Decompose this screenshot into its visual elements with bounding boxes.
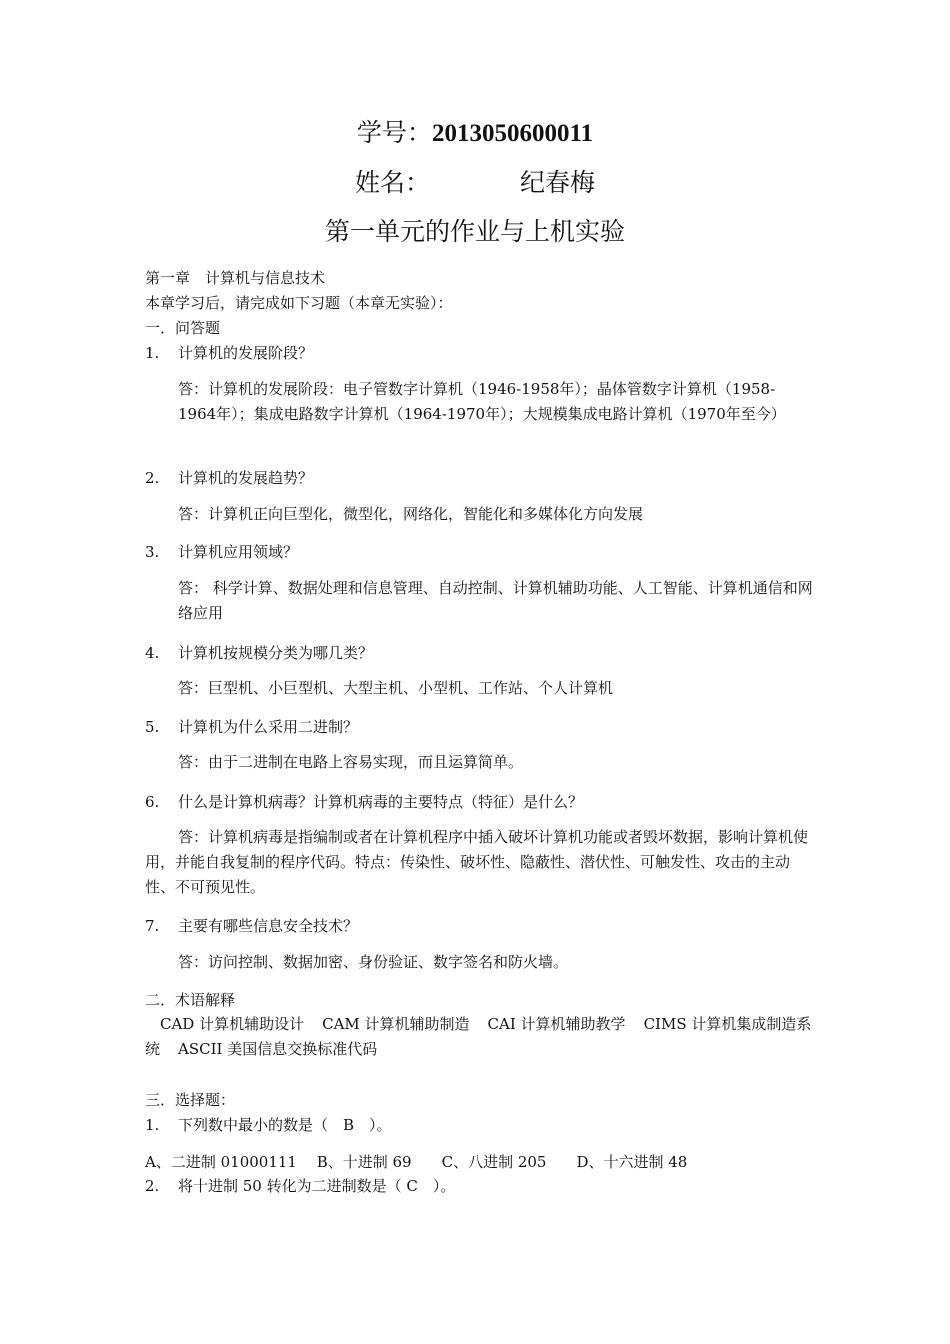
question-item — [145, 792, 583, 812]
question-number: 1. — [145, 1116, 160, 1134]
document-title: 第一单元的作业与上机实验 — [324, 217, 625, 246]
question-number: 6. — [145, 793, 160, 811]
question-text: 将十进制 50 转化为二进制数是（ C ）。 — [178, 1177, 456, 1195]
student-name-line — [0, 168, 950, 198]
question-number: 3. — [145, 543, 160, 561]
question-number: 1. — [145, 344, 160, 362]
question-item — [145, 916, 358, 936]
question-number: 7. — [145, 917, 160, 935]
term-item: CAM 计算机辅助制造 — [322, 1015, 470, 1033]
question-text: 计算机的发展趋势？ — [178, 469, 314, 487]
answer-text: 答：计算机的发展阶段：电子管数字计算机（1946-1958年）；晶体管数字计算机（1958-1964年）；集成电路数字计算机（1964-1970年）；大规模集成电路计算机（1970年至今） — [178, 380, 786, 423]
answer-text: 答：巨型机、小巨型机、大型主机、小型机、工作站、个人计算机 — [178, 679, 614, 697]
question-text: 下列数中最小的数是（ B ）。 — [178, 1116, 392, 1134]
question-text: 主要有哪些信息安全技术？ — [178, 917, 359, 935]
question-item — [145, 1115, 392, 1135]
section-heading: 三．选择题： — [145, 1091, 236, 1109]
question-number: 4. — [145, 644, 160, 662]
section-heading: 一．问答题 — [145, 319, 221, 337]
answer-text: 答：访问控制、数据加密、身份验证、数字签名和防火墙。 — [178, 953, 569, 971]
answer-text: 答：计算机病毒是指编制或者在计算机程序中插入破坏计算机功能或者毁坏数据，影响计算机使用，并能自我复制的程序代码。特点：传染性、破坏性、隐蔽性、潜伏性、可触发性、攻击的主动性、不可预见性。 — [145, 828, 809, 896]
chapter-instruction: 本章学习后，请完成如下习题（本章无实验）： — [145, 294, 453, 312]
section-heading: 二．术语解释 — [145, 991, 236, 1009]
question-text: 计算机为什么采用二进制？ — [178, 718, 359, 736]
student-id-value: 2013050600011 — [431, 120, 594, 147]
answer-text: 答： 科学计算、数据处理和信息管理、自动控制、计算机辅助功能、人工智能、计算机通信和网络应用 — [178, 579, 813, 622]
question-item — [145, 468, 313, 488]
question-number: 2. — [145, 1177, 160, 1195]
question-text: 计算机按规模分类为哪几类？ — [178, 644, 374, 662]
term-item: ASCII 美国信息交换标准代码 — [178, 1040, 378, 1058]
term-item: CAI 计算机辅助教学 — [487, 1015, 626, 1033]
student-id-label: 学号： — [356, 118, 432, 147]
question-item — [145, 542, 298, 562]
term-item: CAD 计算机辅助设计 — [160, 1015, 305, 1033]
student-id-line — [0, 118, 950, 149]
name-value: 纪春梅 — [520, 168, 596, 197]
term-list — [145, 1012, 813, 1062]
term-item: CIMS 计算机集成制造系统 — [145, 1015, 812, 1058]
chapter-title: 第一章 计算机与信息技术 — [145, 269, 326, 287]
question-item — [145, 643, 373, 663]
question-number: 5. — [145, 718, 160, 736]
question-text: 计算机应用领域？ — [178, 543, 299, 561]
answer-text: 答：计算机正向巨型化，微型化，网络化，智能化和多媒体化方向发展 — [178, 505, 644, 523]
question-item — [145, 1176, 455, 1196]
question-text: 什么是计算机病毒？计算机病毒的主要特点（特征）是什么？ — [178, 793, 584, 811]
question-number: 2. — [145, 469, 160, 487]
question-text: 计算机的发展阶段？ — [178, 344, 314, 362]
question-item — [145, 343, 313, 363]
question-item — [145, 717, 358, 737]
answer-options: A、二进制 01000111 B、十进制 69 C、八进制 205 D、十六进制 48 — [145, 1153, 688, 1171]
answer-text: 答：由于二进制在电路上容易实现，而且运算简单。 — [178, 753, 524, 771]
name-label: 姓名： — [354, 168, 430, 197]
